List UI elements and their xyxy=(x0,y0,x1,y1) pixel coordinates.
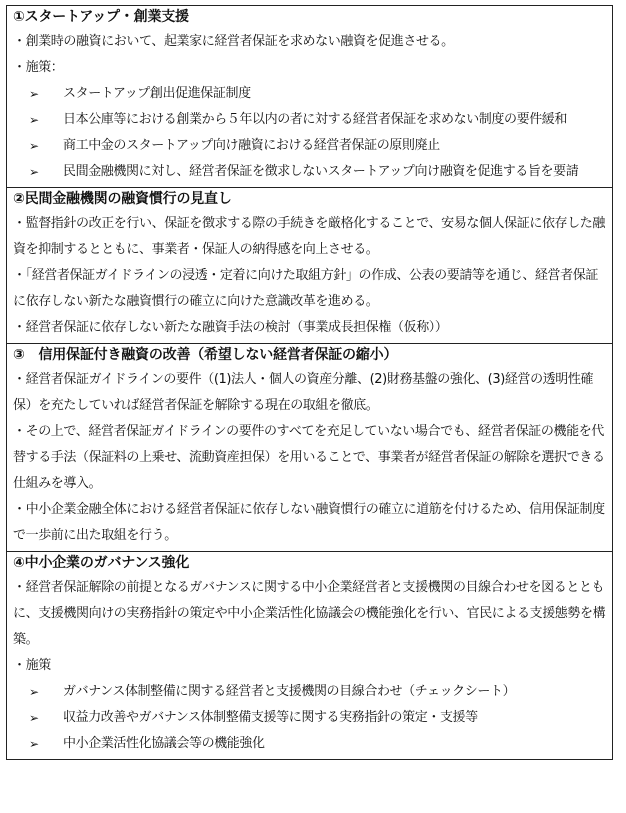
arrow-bullet-icon: ➢ xyxy=(29,165,39,179)
list-item-text: 中小企業活性化協議会等の機能強化 xyxy=(63,736,265,751)
list-item-text: 収益力改善やガバナンス体制整備支援等に関する実務指針の策定・支援等 xyxy=(63,710,478,725)
paragraph: ・中小企業金融全体における経営者保証に依存しない融資慣行の確立に道筋を付けるため、信用保証制度で一歩前に出た取組を行う。 xyxy=(13,502,605,543)
section-lending-practice-review xyxy=(7,187,612,343)
arrow-bullet-icon: ➢ xyxy=(29,737,39,751)
paragraph: ・施策： xyxy=(13,60,64,75)
bullet-list xyxy=(13,679,606,757)
section-startup-support xyxy=(7,6,612,187)
paragraph: ・経営者保証に依存しない新たな融資手法の検討（事業成長担保権（仮称）） xyxy=(13,320,448,335)
paragraph: ・監督指針の改正を行い、保証を徴求する際の手続きを厳格化することで、安易な個人保証に依存した融資を抑制するとともに、事業者・保証人の納得感を向上させる。 xyxy=(13,216,605,257)
paragraph: ・創業時の融資において、起業家に経営者保証を求めない融資を促進させる。 xyxy=(13,34,454,49)
arrow-bullet-icon: ➢ xyxy=(29,139,39,153)
arrow-bullet-icon: ➢ xyxy=(29,711,39,725)
list-item xyxy=(13,133,606,159)
section-credit-guarantee-improvement xyxy=(7,343,612,551)
list-item-text: スタートアップ創出促進保証制度 xyxy=(63,86,251,101)
paragraph: ・その上で、経営者保証ガイドラインの要件のすべてを充足していない場合でも、経営者保証の機能を代替する手法（保証料の上乗せ、流動資産担保）を用いることで、事業者が経営者保証の解除を選択できる仕組みを導入。 xyxy=(13,424,605,491)
paragraph: ・経営者保証ガイドラインの要件（(1)法人・個人の資産分離、(2)財務基盤の強化、(3)経営の透明性確保）を充たしていれば経営者保証を解除する現在の取組を徹底。 xyxy=(13,372,594,413)
section-title: ②民間金融機関の融資慣行の見直し xyxy=(13,191,232,207)
list-item-text: ガバナンス体制整備に関する経営者と支援機関の目線合わせ（チェックシート） xyxy=(63,684,516,699)
section-title: ③ 信用保証付き融資の改善（希望しない経営者保証の縮小） xyxy=(13,347,398,363)
list-item xyxy=(13,81,606,107)
list-item-text: 日本公庫等における創業から５年以内の者に対する経営者保証を求めない制度の要件緩和 xyxy=(63,112,568,127)
section-title: ④中小企業のガバナンス強化 xyxy=(13,555,190,571)
arrow-bullet-icon: ➢ xyxy=(29,685,39,699)
arrow-bullet-icon: ➢ xyxy=(29,87,39,101)
paragraph: ・施策 xyxy=(13,658,51,673)
list-item xyxy=(13,679,606,705)
section-title: ①スタートアップ・創業支援 xyxy=(13,9,189,25)
list-item xyxy=(13,705,606,731)
list-item-text: 民間金融機関に対し、経営者保証を徴求しないスタートアップ向け融資を促進する旨を要請 xyxy=(63,164,579,179)
arrow-bullet-icon: ➢ xyxy=(29,113,39,127)
paragraph: ・「経営者保証ガイドラインの浸透・定着に向けた取組方針」の作成、公表の要請等を通じ、経営者保証に依存しない新たな融資慣行の確立に向けた意識改革を進める。 xyxy=(13,268,598,309)
list-item xyxy=(13,159,606,185)
policy-table xyxy=(6,5,613,760)
list-item xyxy=(13,107,606,133)
list-item xyxy=(13,731,606,757)
paragraph: ・経営者保証解除の前提となるガバナンスに関する中小企業経営者と支援機関の目線合わせを図るとともに、支援機関向けの実務指針の策定や中小企業活性化協議会の機能強化を行い、官民による支援態勢を構築。 xyxy=(13,580,606,647)
bullet-list xyxy=(13,81,606,185)
list-item-text: 商工中金のスタートアップ向け融資における経営者保証の原則廃止 xyxy=(63,138,440,153)
section-governance-strengthening xyxy=(7,551,612,759)
